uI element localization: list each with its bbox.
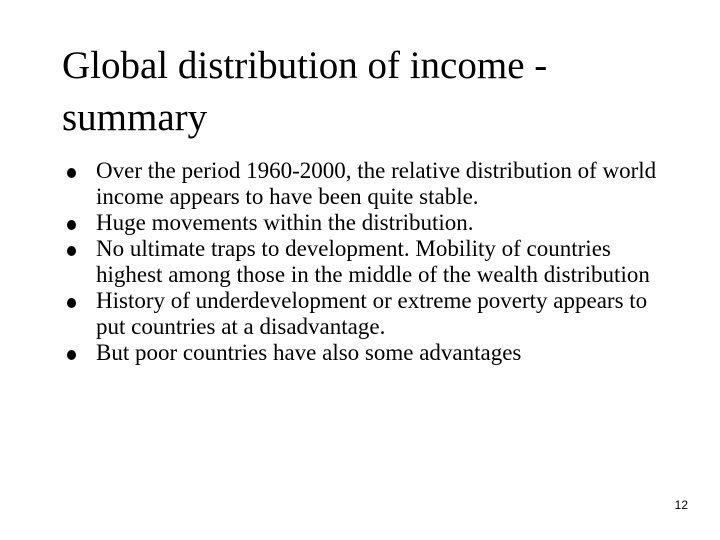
bullet-text: History of underdevelopment or extreme poverty appears to put countries at a disadvantage. (96, 288, 648, 339)
bullet-dot-icon (67, 220, 76, 230)
bullet-item (62, 210, 682, 236)
bullet-item (62, 158, 682, 210)
slide-title: Global distribution of income - summary (62, 44, 548, 139)
bullet-text: But poor countries have also some advantages (96, 340, 522, 365)
bullet-item (62, 236, 682, 288)
bullet-dot-icon (67, 168, 76, 178)
page-number: 12 (674, 498, 688, 512)
bullet-dot-icon (67, 298, 76, 308)
bullet-dot-icon (67, 246, 76, 256)
bullet-dot-icon (67, 350, 76, 360)
bullet-item (62, 288, 682, 340)
bullet-list (62, 158, 682, 366)
bullet-text: Huge movements within the distribution. (96, 210, 474, 235)
bullet-text: Over the period 1960-2000, the relative distribution of world income appears to have been quite stable. (96, 158, 657, 209)
bullet-text: No ultimate traps to development. Mobility of countries highest among those in the middle of the wealth distribution (96, 236, 650, 287)
bullet-item (62, 340, 682, 366)
